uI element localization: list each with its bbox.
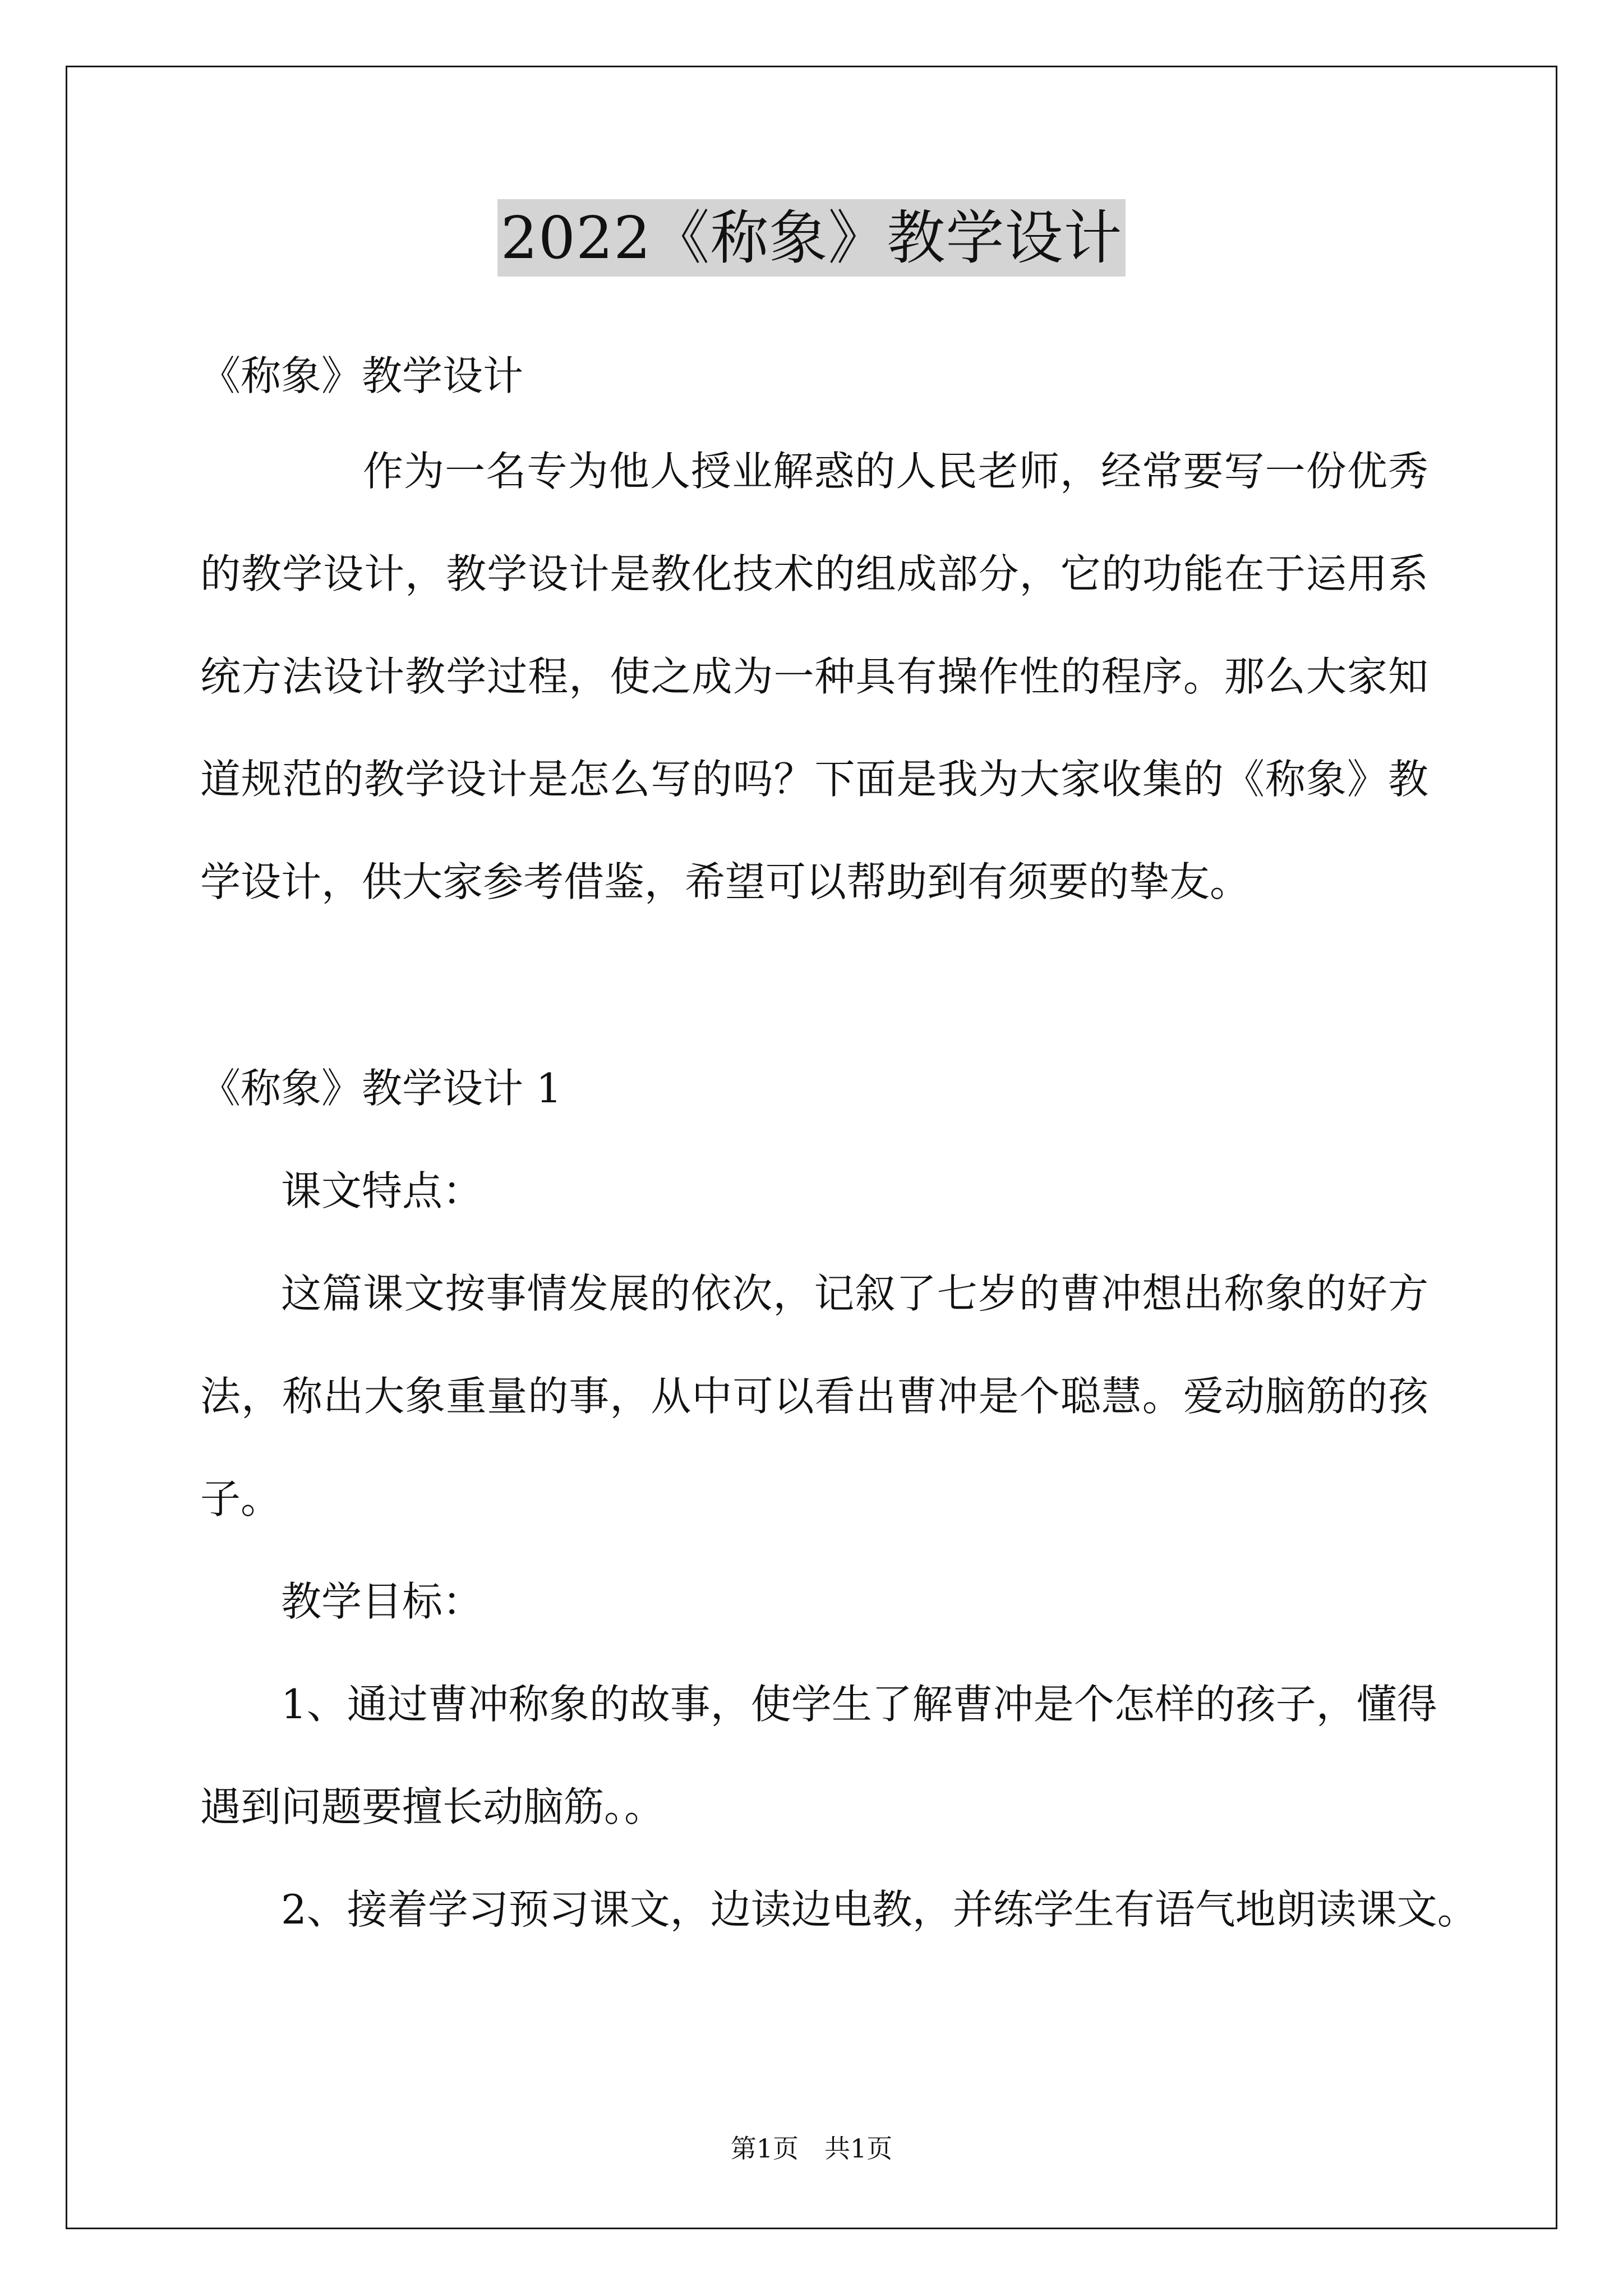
page-footer	[0, 2132, 1623, 2165]
features-line-3: 子。	[200, 1475, 282, 1522]
document-subtitle: 《称象》教学设计	[200, 352, 524, 399]
intro-line-2: 的教学设计，教学设计是教化技术的组成部分，它的功能在于运用系	[200, 550, 1428, 597]
title-container	[0, 199, 1623, 277]
document-title: 2022《称象》教学设计	[497, 199, 1126, 277]
goals-label: 教学目标：	[281, 1578, 483, 1625]
features-line-2: 法，称出大象重量的事，从中可以看出曹冲是个聪慧。爱动脑筋的孩	[200, 1373, 1428, 1420]
intro-line-5: 学设计，供大家参考借鉴，希望可以帮助到有须要的挚友。	[200, 858, 1251, 905]
intro-line-1: 作为一名专为他人授业解惑的人民老师，经常要写一份优秀	[363, 448, 1428, 495]
page-number: 第1页 共1页	[730, 2133, 893, 2164]
goal-1-line-2: 遇到问题要擅长动脑筋。。	[200, 1783, 665, 1830]
features-line-1: 这篇课文按事情发展的依次，记叙了七岁的曹冲想出称象的好方	[281, 1270, 1428, 1317]
goal-1-line-1: 1、通过曹冲称象的故事，使学生了解曹冲是个怎样的孩子，懂得	[281, 1681, 1437, 1728]
features-label: 课文特点：	[281, 1167, 483, 1214]
intro-line-4: 道规范的教学设计是怎么写的吗？下面是我为大家收集的《称象》教	[200, 756, 1428, 803]
goal-2-line-1: 2、接着学习预习课文，边读边电教，并练学生有语气地朗读课文。	[281, 1886, 1478, 1933]
intro-line-3: 统方法设计教学过程，使之成为一种具有操作性的程序。那么大家知	[200, 653, 1428, 700]
section-heading: 《称象》教学设计 1	[200, 1065, 562, 1112]
